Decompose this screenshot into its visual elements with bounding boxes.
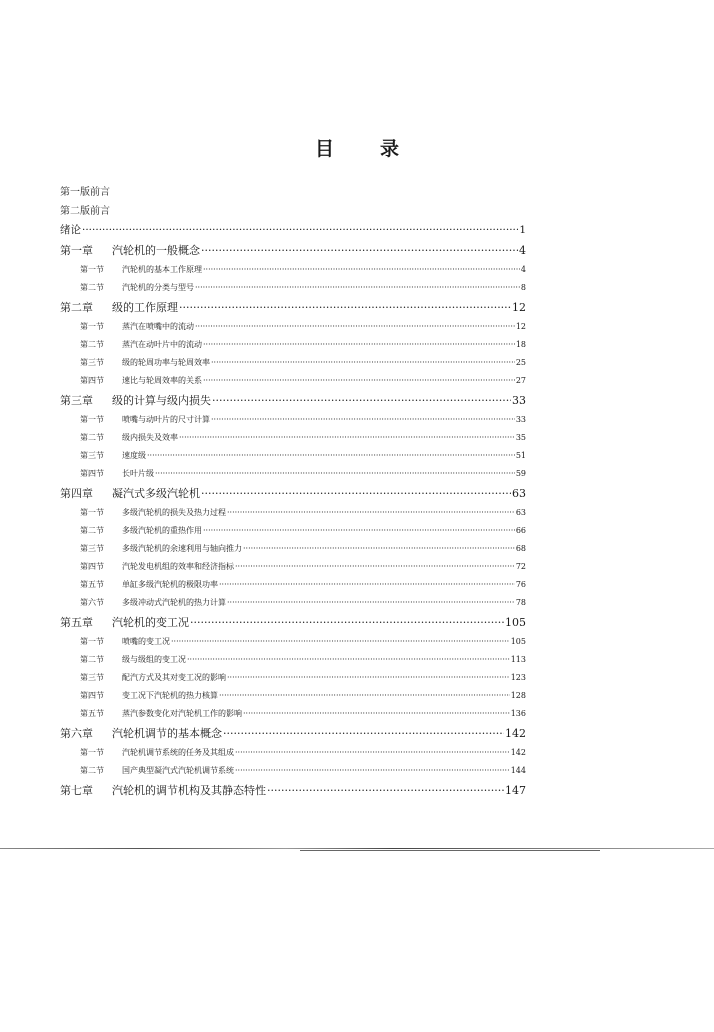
- toc-page-number: 128: [510, 691, 526, 700]
- toc-section-entry-title: 级内损失及效率: [122, 433, 178, 442]
- toc-page-number: 1: [519, 224, 526, 236]
- page-title: [0, 134, 714, 161]
- toc-preface-label: 第二版前言: [60, 206, 110, 217]
- toc-section-entry-title: 国产典型凝汽式汽轮机调节系统: [122, 766, 234, 775]
- toc-section-entry: [60, 651, 526, 669]
- toc-chapter-entry-number: 第六章: [60, 727, 93, 740]
- toc-chapter-entry: [60, 240, 526, 261]
- toc-leader-dots: [212, 390, 511, 411]
- toc-section-entry: [60, 633, 526, 651]
- toc-preface-entry: [60, 183, 526, 202]
- toc-chapter-entry: [60, 612, 526, 633]
- toc-section-entry-title: 级与级组的变工况: [122, 655, 186, 664]
- toc-page-number: 59: [515, 469, 526, 478]
- toc-page-number: 78: [515, 598, 526, 607]
- toc-section-entry-title: 速比与轮周效率的关系: [122, 376, 202, 385]
- toc-section-entry-number: 第一节: [80, 322, 104, 331]
- toc-leader-dots: [211, 354, 515, 372]
- toc-page-number: 63: [515, 508, 526, 517]
- toc-leader-dots: [203, 372, 515, 390]
- toc-leader-dots: [243, 705, 510, 723]
- toc-section-entry-title: 喷嘴与动叶片的尺寸计算: [122, 415, 210, 424]
- toc-section-entry: [60, 261, 526, 279]
- toc-section-entry: [60, 687, 526, 705]
- toc-section-entry: [60, 447, 526, 465]
- toc-chapter-entry-number: 第四章: [60, 487, 93, 500]
- toc-leader-dots: [155, 465, 515, 483]
- toc-section-entry-number: 第三节: [80, 451, 104, 460]
- toc-page-number: 113: [510, 655, 526, 664]
- toc-section-entry-title: 单缸多级汽轮机的极限功率: [122, 580, 218, 589]
- toc-section-entry: [60, 540, 526, 558]
- toc-section-entry: [60, 558, 526, 576]
- toc-section-entry-number: 第四节: [80, 469, 104, 478]
- toc-section-entry: [60, 705, 526, 723]
- toc-leader-dots: [227, 594, 515, 612]
- toc-section-entry-title: 汽轮机的分类与型号: [122, 283, 194, 292]
- toc-leader-dots: [187, 651, 510, 669]
- toc-page-number: 142: [510, 748, 526, 757]
- toc-section-entry-number: 第五节: [80, 580, 104, 589]
- toc-section-entry-number: 第二节: [80, 433, 104, 442]
- toc-leader-dots: [235, 744, 510, 762]
- toc-leader-dots: [179, 429, 515, 447]
- toc-section-entry-title: 配汽方式及其对变工况的影响: [122, 673, 226, 682]
- toc-leader-dots: [147, 447, 515, 465]
- toc-page-number: 147: [505, 784, 526, 797]
- toc-section-entry-title: 汽轮机的基本工作原理: [122, 265, 202, 274]
- toc-page-number: 8: [520, 283, 526, 292]
- toc-chapter-entry: [60, 723, 526, 744]
- toc-leader-dots: [203, 522, 515, 540]
- toc-section-entry-title: 级的轮周功率与轮周效率: [122, 358, 210, 367]
- toc-leader-dots: [195, 318, 515, 336]
- toc-section-entry-number: 第三节: [80, 544, 104, 553]
- toc-leader-dots: [203, 261, 520, 279]
- toc-chapter-entry-number: 第三章: [60, 394, 93, 407]
- toc-section-entry: [60, 576, 526, 594]
- toc-preface-label: 第一版前言: [60, 187, 110, 198]
- toc-leader-dots: [235, 558, 515, 576]
- toc-page-number: 144: [510, 766, 526, 775]
- toc-leader-dots: [211, 411, 515, 429]
- toc-page-number: 72: [515, 562, 526, 571]
- toc-leader-dots: [171, 633, 510, 651]
- toc-page-number: 136: [510, 709, 526, 718]
- toc-section-entry-number: 第二节: [80, 526, 104, 535]
- toc-page-number: 63: [512, 487, 526, 500]
- toc-page-number: 35: [515, 433, 526, 442]
- toc-section-entry-title: 蒸汽参数变化对汽轮机工作的影响: [122, 709, 242, 718]
- toc-leader-dots: [203, 336, 515, 354]
- toc-section-entry: [60, 744, 526, 762]
- toc-page-number: 33: [515, 415, 526, 424]
- toc-section-entry-title: 喷嘴的变工况: [122, 637, 170, 646]
- toc-section-entry-number: 第一节: [80, 748, 104, 757]
- toc-chapter-entry-title: 汽轮机的变工况: [112, 616, 189, 629]
- toc-section-entry-number: 第四节: [80, 376, 104, 385]
- toc-page-number: 33: [512, 394, 526, 407]
- toc-page-number: 51: [515, 451, 526, 460]
- toc-chapter-entry-title: 汽轮机的一般概念: [112, 244, 200, 257]
- toc-section-entry-number: 第一节: [80, 265, 104, 274]
- toc-section-entry: [60, 429, 526, 447]
- toc-page-number: 12: [512, 301, 526, 314]
- toc-intro-entry: [60, 221, 526, 240]
- toc-leader-dots: [201, 240, 518, 261]
- toc-section-entry-number: 第二节: [80, 766, 104, 775]
- toc-leader-dots: [235, 762, 510, 780]
- toc-leader-dots: [219, 576, 515, 594]
- toc-section-entry-number: 第二节: [80, 340, 104, 349]
- toc-section-entry-title: 蒸汽在喷嘴中的流动: [122, 322, 194, 331]
- toc-chapter-entry: [60, 483, 526, 504]
- toc-section-entry-number: 第一节: [80, 508, 104, 517]
- toc-page-number: 68: [515, 544, 526, 553]
- toc-section-entry-number: 第四节: [80, 691, 104, 700]
- toc-chapter-entry: [60, 780, 526, 801]
- toc-page-number: 4: [520, 265, 526, 274]
- toc-section-entry: [60, 411, 526, 429]
- toc-section-entry-number: 第三节: [80, 673, 104, 682]
- toc-leader-dots: [227, 669, 510, 687]
- toc-preface-entry: [60, 202, 526, 221]
- toc-leader-dots: [195, 279, 520, 297]
- toc-section-entry-number: 第六节: [80, 598, 104, 607]
- bottom-scan-line: [0, 848, 714, 849]
- toc-chapter-entry-title: 汽轮机的调节机构及其静态特性: [112, 784, 266, 797]
- toc-chapter-entry: [60, 297, 526, 318]
- toc-section-entry-number: 第四节: [80, 562, 104, 571]
- title-right-char: 录: [380, 138, 400, 160]
- toc-chapter-entry-title: 凝汽式多级汽轮机: [112, 487, 200, 500]
- toc-page-number: 123: [510, 673, 526, 682]
- toc-section-entry-number: 第三节: [80, 358, 104, 367]
- toc-section-entry-title: 多级冲动式汽轮机的热力计算: [122, 598, 226, 607]
- toc-section-entry-title: 汽轮发电机组的效率和经济指标: [122, 562, 234, 571]
- toc-section-entry-number: 第二节: [80, 655, 104, 664]
- toc-section-entry: [60, 279, 526, 297]
- title-left-char: 目: [314, 138, 334, 160]
- toc-section-entry-title: 变工况下汽轮机的热力核算: [122, 691, 218, 700]
- toc-page-number: 105: [510, 637, 526, 646]
- toc-section-entry: [60, 669, 526, 687]
- toc-chapter-entry-number: 第二章: [60, 301, 93, 314]
- toc-section-entry: [60, 522, 526, 540]
- toc-section-entry: [60, 465, 526, 483]
- toc-section-entry-title: 多级汽轮机的重热作用: [122, 526, 202, 535]
- toc-section-entry-title: 多级汽轮机的损失及热力过程: [122, 508, 226, 517]
- toc-section-entry-number: 第一节: [80, 415, 104, 424]
- toc-section-entry-title: 速度级: [122, 451, 146, 460]
- toc-page-number: 4: [519, 244, 526, 257]
- toc-leader-dots: [82, 221, 518, 240]
- toc-section-entry-title: 多级汽轮机的余速利用与轴向推力: [122, 544, 242, 553]
- toc-leader-dots: [243, 540, 515, 558]
- toc-section-entry-title: 汽轮机调节系统的任务及其组成: [122, 748, 234, 757]
- toc-page-number: 105: [505, 616, 526, 629]
- toc-leader-dots: [267, 780, 504, 801]
- toc-section-entry: [60, 762, 526, 780]
- toc-leader-dots: [219, 687, 510, 705]
- toc-section-entry: [60, 336, 526, 354]
- toc-section-entry-number: 第五节: [80, 709, 104, 718]
- toc-leader-dots: [227, 504, 515, 522]
- toc-chapter-entry: [60, 390, 526, 411]
- toc-chapter-entry-title: 级的工作原理: [112, 301, 178, 314]
- toc-page-number: 76: [515, 580, 526, 589]
- toc-leader-dots: [223, 723, 504, 744]
- toc-section-entry: [60, 372, 526, 390]
- toc-page-number: 142: [505, 727, 526, 740]
- toc-section-entry: [60, 354, 526, 372]
- toc-section-entry-title: 蒸汽在动叶片中的流动: [122, 340, 202, 349]
- toc-section-entry: [60, 504, 526, 522]
- bottom-scan-line-secondary: [300, 850, 600, 851]
- toc-section-entry: [60, 318, 526, 336]
- toc-section-entry-number: 第二节: [80, 283, 104, 292]
- toc-page-number: 18: [515, 340, 526, 349]
- toc-page-number: 27: [515, 376, 526, 385]
- toc-chapter-entry-number: 第一章: [60, 244, 93, 257]
- toc-section-entry: [60, 594, 526, 612]
- toc-intro-label: 绪论: [60, 224, 81, 236]
- toc-section-entry-title: 长叶片级: [122, 469, 154, 478]
- toc-chapter-entry-number: 第五章: [60, 616, 93, 629]
- toc-section-entry-number: 第一节: [80, 637, 104, 646]
- toc-page-number: 12: [515, 322, 526, 331]
- toc-leader-dots: [190, 612, 504, 633]
- toc-page-number: 25: [515, 358, 526, 367]
- toc-chapter-entry-title: 汽轮机调节的基本概念: [112, 727, 222, 740]
- toc-page-number: 66: [515, 526, 526, 535]
- toc-chapter-entry-number: 第七章: [60, 784, 93, 797]
- toc-leader-dots: [201, 483, 511, 504]
- table-of-contents: [60, 183, 526, 801]
- toc-leader-dots: [179, 297, 511, 318]
- toc-chapter-entry-title: 级的计算与级内损失: [112, 394, 211, 407]
